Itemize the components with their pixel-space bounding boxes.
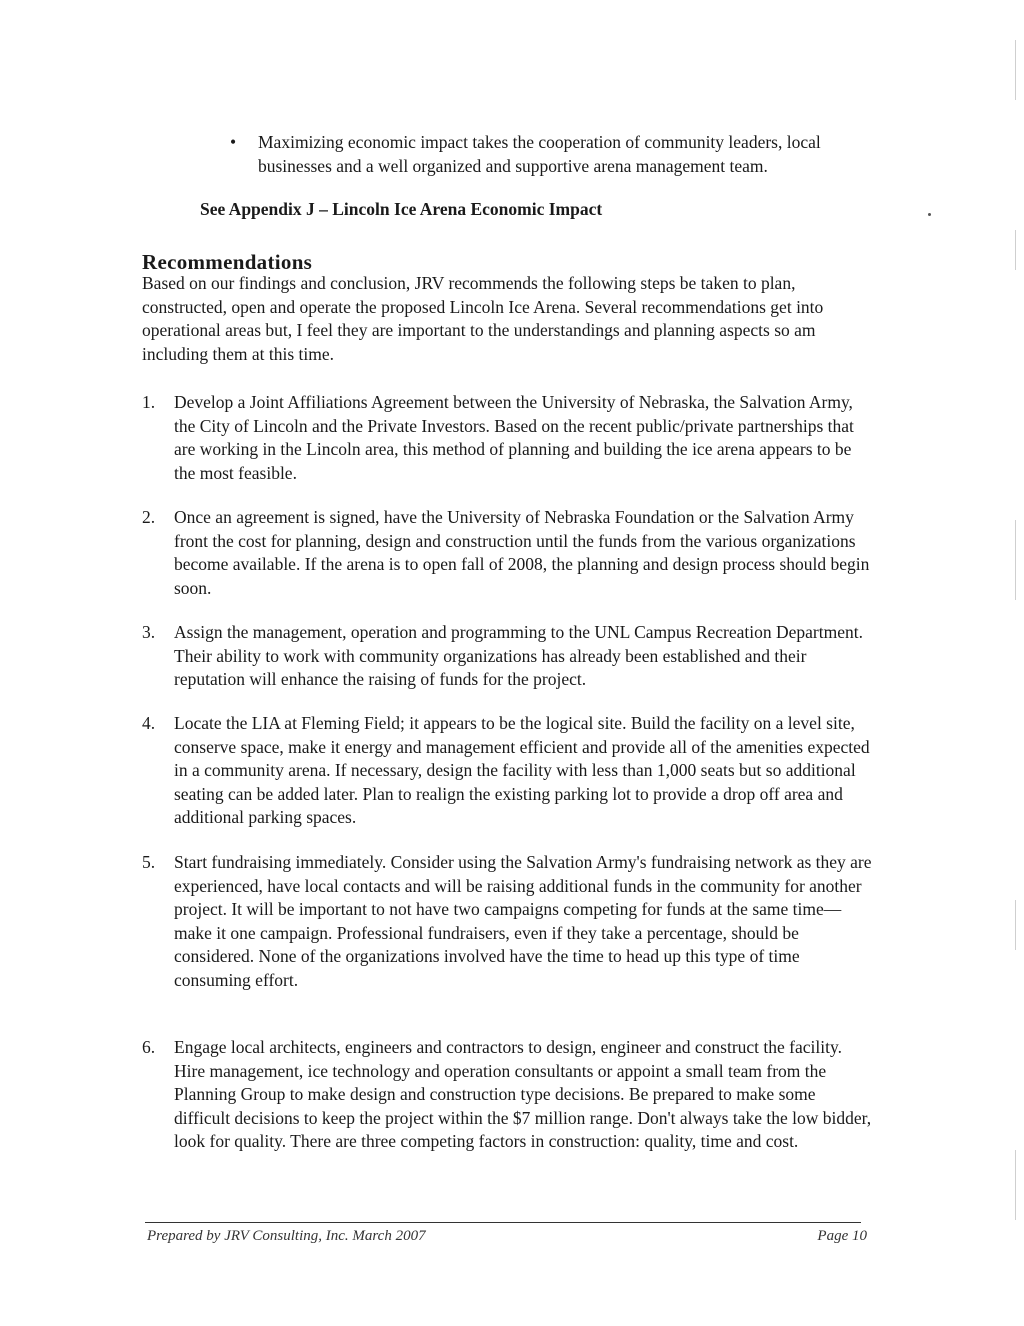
recommendation-text: Locate the LIA at Fleming Field; it appears to be the logical site. Build the facility on a level site, conserve space, make it energy and management efficient and provide all of the amenities expected in a community arena. If necessary, design the facility with less than 1,000 seats but so additional seating can be added later. Plan to realign the existing parking lot to provide a drop off area and additional parking spaces. — [174, 713, 870, 827]
recommendation-text: Start fundraising immediately. Consider using the Salvation Army's fundraising network as they are experienced, have local contacts and will be raising additional funds in the community for another project. It will be important to not have two campaigns competing for funds at the same time—make it one campaign. Professional fundraisers, even if they take a percentage, should be considered. None of the organizations involved have the time to head up this type of time consuming effort. — [174, 852, 872, 990]
scan-edge-mark — [1015, 520, 1016, 600]
section-intro: Based on our findings and conclusion, JRV recommends the following steps be taken to plan, constructed, open and operate the proposed Lincoln Ice Arena. Several recommendations get into operational areas but, I feel they are important to the understandings and planning aspects so am including them at this time. — [142, 273, 824, 364]
scan-edge-mark — [1015, 230, 1016, 270]
recommendation-number: 6. — [142, 1037, 156, 1057]
recommendation-text: Develop a Joint Affiliations Agreement between the University of Nebraska, the Salvation Army, the City of Lincoln and the Private Investors. Based on the recent public/private partnerships that are working in the Lincoln area, this method of planning and building the ice arena appears to be the most feasible. — [174, 392, 854, 483]
recommendation-text: Engage local architects, engineers and contractors to design, engineer and construct the facility. Hire management, ice technology and operation consultants or appoint a small team from the Planning Group to make design and construction type decisions. Be prepared to make some difficult decisions to keep the project within the $7 million range. Don't always take the low bidder, look for quality. There are three competing factors in construction: quality, time and cost. — [174, 1037, 872, 1151]
recommendation-text: Once an agreement is signed, have the University of Nebraska Foundation or the Salvation Army front the cost for planning, design and construction until the funds from the various organizations become available. If the arena is to open fall of 2008, the planning and design process should begin soon. — [174, 507, 870, 598]
recommendation-text: Assign the management, operation and programming to the UNL Campus Recreation Department. Their ability to work with community organizations has already been established and their reputation will enhance the raising of funds for the project. — [174, 622, 863, 689]
scan-speck — [928, 213, 931, 216]
recommendation-item — [142, 506, 882, 600]
recommendation-item — [142, 851, 882, 992]
recommendation-item — [142, 712, 882, 830]
footer-page-number: Page 10 — [817, 1228, 867, 1244]
footer-prepared-by: Prepared by JRV Consulting, Inc. March 2007 — [147, 1228, 426, 1244]
recommendation-number: 5. — [142, 852, 156, 872]
bullet-text: Maximizing economic impact takes the cooperation of community leaders, local businesses and a well organized and supportive arena management team. — [258, 132, 821, 176]
section-heading: Recommendations — [142, 250, 313, 274]
scan-edge-mark — [1015, 900, 1016, 950]
recommendation-item — [142, 391, 882, 485]
scan-edge-mark — [1015, 40, 1016, 100]
recommendation-number: 2. — [142, 507, 156, 527]
bullet-item — [230, 131, 870, 178]
appendix-reference: See Appendix J – Lincoln Ice Arena Economic Impact — [200, 199, 603, 219]
bullet-symbol: • — [230, 132, 237, 152]
recommendation-number: 1. — [142, 392, 156, 412]
footer-divider — [145, 1222, 861, 1223]
recommendation-number: 4. — [142, 713, 156, 733]
scan-edge-mark — [1015, 1150, 1016, 1220]
recommendation-item — [142, 621, 882, 692]
recommendation-number: 3. — [142, 622, 156, 642]
recommendation-item — [142, 1036, 882, 1154]
